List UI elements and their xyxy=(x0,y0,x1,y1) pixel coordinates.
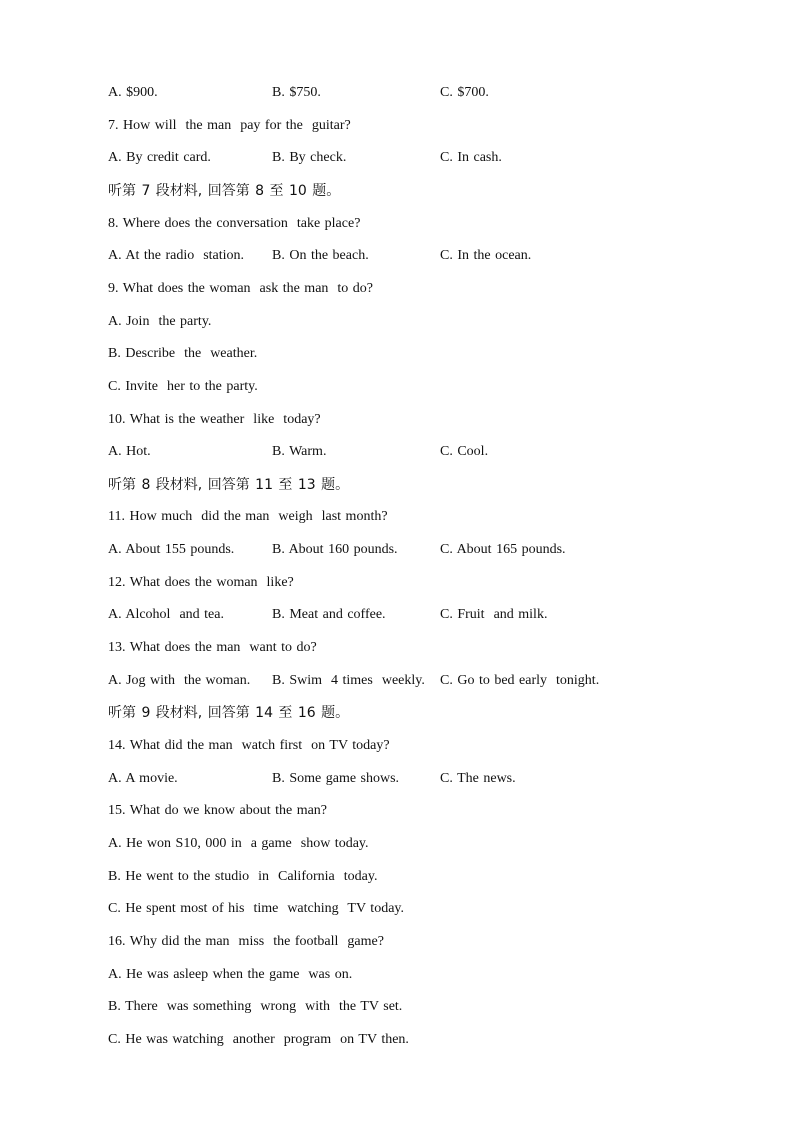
answer-option: B. He went to the studio in California today. xyxy=(108,869,378,884)
answer-options-row xyxy=(108,148,728,168)
option-b: B. On the beach. xyxy=(272,248,369,263)
option-c: C. In the ocean. xyxy=(440,248,532,263)
question-text: 12. What does the woman like? xyxy=(108,575,294,590)
option-a: A. $900. xyxy=(108,85,158,100)
option-c: C. About 165 pounds. xyxy=(440,542,566,557)
answer-option: B. Describe the weather. xyxy=(108,346,258,361)
section-heading: 听第 8 段材料, 回答第 11 至 13 题。 xyxy=(108,477,350,493)
option-a: A. Alcohol and tea. xyxy=(108,607,224,622)
option-a: A. A movie. xyxy=(108,771,178,786)
question-text: 13. What does the man want to do? xyxy=(108,640,317,655)
option-a: A. Jog with the woman. xyxy=(108,673,251,688)
option-b: B. Swim 4 times weekly. xyxy=(272,673,425,688)
option-a: A. At the radio station. xyxy=(108,248,245,263)
answer-options-row xyxy=(108,605,728,625)
answer-option: A. Join the party. xyxy=(108,314,212,329)
option-a: A. By credit card. xyxy=(108,150,211,165)
answer-options-row xyxy=(108,442,728,462)
answer-option: C. He was watching another program on TV then. xyxy=(108,1032,409,1047)
question-text: 10. What is the weather like today? xyxy=(108,412,321,427)
answer-options-row xyxy=(108,83,728,103)
option-b: B. Some game shows. xyxy=(272,771,400,786)
option-b: B. Warm. xyxy=(272,444,327,459)
section-heading: 听第 7 段材料, 回答第 8 至 10 题。 xyxy=(108,183,341,199)
option-c: C. In cash. xyxy=(440,150,502,165)
option-c: C. The news. xyxy=(440,771,516,786)
answer-options-row xyxy=(108,246,728,266)
question-text: 11. How much did the man weigh last month? xyxy=(108,509,388,524)
question-text: 14. What did the man watch first on TV today? xyxy=(108,738,390,753)
option-c: C. Go to bed early tonight. xyxy=(440,673,600,688)
answer-option: A. He won S10, 000 in a game show today. xyxy=(108,836,369,851)
option-b: B. By check. xyxy=(272,150,347,165)
option-c: C. Fruit and milk. xyxy=(440,607,548,622)
answer-option: B. There was something wrong with the TV set. xyxy=(108,999,403,1014)
section-heading: 听第 9 段材料, 回答第 14 至 16 题。 xyxy=(108,705,350,721)
answer-options-row xyxy=(108,540,728,560)
answer-options-row xyxy=(108,769,728,789)
question-text: 16. Why did the man miss the football game? xyxy=(108,934,384,949)
question-text: 8. Where does the conversation take place? xyxy=(108,216,361,231)
answer-option: A. He was asleep when the game was on. xyxy=(108,967,353,982)
question-text: 7. How will the man pay for the guitar? xyxy=(108,118,351,133)
option-b: B. Meat and coffee. xyxy=(272,607,386,622)
option-b: B. About 160 pounds. xyxy=(272,542,398,557)
option-c: C. $700. xyxy=(440,85,489,100)
option-a: A. About 155 pounds. xyxy=(108,542,235,557)
option-a: A. Hot. xyxy=(108,444,151,459)
option-b: B. $750. xyxy=(272,85,321,100)
answer-options-row xyxy=(108,671,728,691)
question-text: 9. What does the woman ask the man to do? xyxy=(108,281,374,296)
question-text: 15. What do we know about the man? xyxy=(108,803,328,818)
option-c: C. Cool. xyxy=(440,444,489,459)
answer-option: C. Invite her to the party. xyxy=(108,379,258,394)
answer-option: C. He spent most of his time watching TV today. xyxy=(108,901,404,916)
